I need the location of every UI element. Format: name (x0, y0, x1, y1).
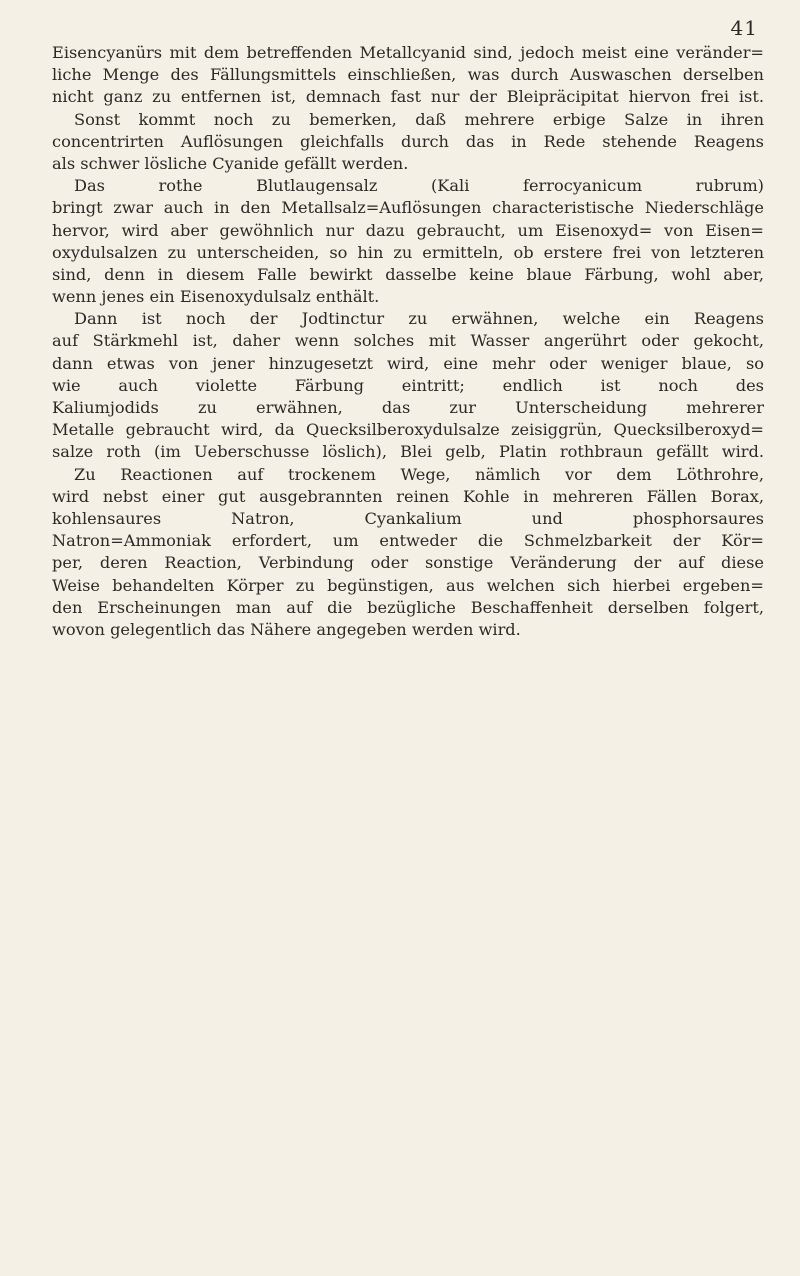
text-line: wenn jenes ein Eisenoxydulsalz enthält. (52, 287, 380, 307)
text-line: bringt zwar auch in den Metallsalz=Auflösungen characteristische Niederschläge (52, 198, 764, 218)
text-line: Zu Reactionen auf trockenem Wege, nämlich vor dem Löthrohre, (74, 464, 764, 484)
text-line: den Erscheinungen man auf die bezügliche Beschaffenheit derselben folgert, (52, 597, 764, 617)
text-line: dann etwas von jener hinzugesetzt wird, eine mehr oder weniger blaue, so (52, 353, 764, 373)
text-line: per, deren Reaction, Verbindung oder sonstige Veränderung der auf diese (52, 553, 764, 573)
text-line: wird nebst einer gut ausgebrannten reinen Kohle in mehreren Fällen Borax, (52, 486, 764, 506)
text-line: sind, denn in diesem Falle bewirkt dasselbe keine blaue Färbung, wohl aber, (52, 264, 764, 284)
text-line: auf Stärkmehl ist, daher wenn solches mit Wasser angerührt oder gekocht, (52, 331, 764, 351)
text-line: Kaliumjodids zu erwähnen, das zur Unterscheidung mehrerer (52, 398, 764, 417)
body-text (52, 42, 764, 641)
text-line: hervor, wird aber gewöhnlich nur dazu gebraucht, um Eisenoxyd= von Eisen= (52, 220, 764, 240)
text-line: nicht ganz zu entfernen ist, demnach fast nur der Bleipräcipitat hiervon frei ist. (52, 87, 764, 107)
text-line: concentrirten Auflösungen gleichfalls durch das in Rede stehende Reagens (52, 131, 764, 151)
text-line: wie auch violette Färbung eintritt; endlich ist noch des (52, 375, 764, 395)
text-line: Dann ist noch der Jodtinctur zu erwähnen, welche ein Reagens (74, 309, 764, 329)
text-line: liche Menge des Fällungsmittels einschließen, was durch Auswaschen derselben (52, 65, 764, 85)
text-line: Weise behandelten Körper zu begünstigen, aus welchen sich hierbei ergeben= (52, 575, 764, 595)
text-line: Eisencyanürs mit dem betreffenden Metallcyanid sind, jedoch meist eine veränder= (52, 43, 764, 62)
text-line: Das rothe Blutlaugensalz (Kali ferrocyanicum rubrum) (74, 176, 764, 196)
text-line: oxydulsalzen zu unterscheiden, so hin zu ermitteln, ob erstere frei von letzteren (52, 242, 764, 262)
text-line: wovon gelegentlich das Nähere angegeben werden wird. (52, 619, 521, 639)
text-line: Metalle gebraucht wird, da Quecksilberoxydulsalze zeisiggrün, Quecksilberoxyd= (52, 420, 764, 440)
text-line: salze roth (im Ueberschusse löslich), Blei gelb, Platin rothbraun gefällt wird. (52, 442, 764, 462)
text-line: kohlensaures Natron, Cyankalium und phosphorsaures (52, 508, 764, 528)
text-line: Natron=Ammoniak erfordert, um entweder die Schmelzbarkeit der Kör= (52, 531, 764, 551)
page-number: 41 (730, 16, 758, 40)
text-line: Sonst kommt noch zu bemerken, daß mehrere erbige Salze in ihren (74, 109, 764, 129)
text-line: als schwer lösliche Cyanide gefällt werden. (52, 153, 409, 173)
